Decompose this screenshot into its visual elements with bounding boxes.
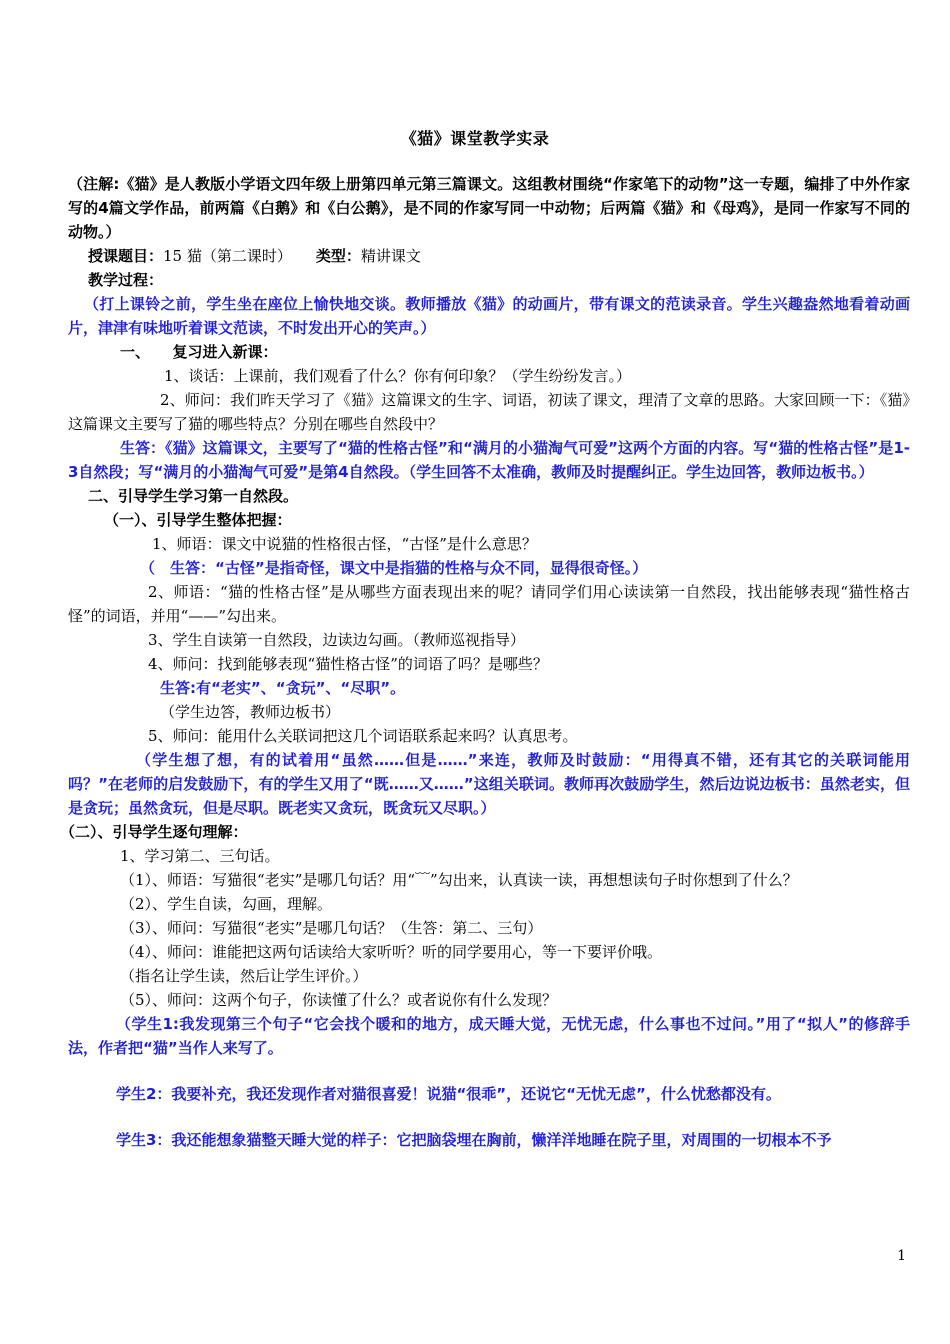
step-self-read: 3、学生自读第一自然段，边读边勾画。（教师巡视指导） bbox=[148, 631, 526, 649]
process-heading: 教学过程： bbox=[88, 271, 164, 289]
spacer bbox=[68, 1060, 910, 1082]
section-two-heading: 二、引导学生学习第一自然段。 bbox=[88, 487, 299, 505]
subsection-two-heading: （二）、引导学生逐句理解： bbox=[60, 823, 248, 841]
student-1-answer: （学生1:我发现第三个句子“它会找个暖和的地方，成天睡大觉，无忧无虑，什么事也不过问。”用了“拟人”的修辞手法，作者把“猫”当作人来写了。 bbox=[68, 1015, 910, 1057]
substep-1: （1）、师语：写猫很“老实”是哪几句话？用“﹋”勾出来，认真读一读，再想想读句子时你想到了什么？ bbox=[120, 871, 798, 889]
document-body bbox=[60, 172, 910, 1152]
teacher-question-1: 1、师语：课文中说猫的性格很古怪，“古怪”是什么意思？ bbox=[152, 535, 537, 553]
intro-scene-paragraph: （打上课铃之前，学生坐在座位上愉快地交谈。教师播放《猫》的动画片，带有课文的范读录音。学生兴趣盎然地看着动画片，津津有味地听着课文范读，不时发出开心的笑声。） bbox=[68, 295, 910, 337]
student-answer-2: （ 生答：“古怪”是指奇怪，课文中是指猫的性格与众不同，显得很奇怪。） bbox=[140, 559, 648, 577]
student-answer-3: 生答:有“老实”、“贪玩”、“尽职”。 bbox=[160, 679, 406, 697]
section-one-heading: 一、 复习进入新课： bbox=[120, 343, 278, 361]
student-2-answer: 学生2：我要补充，我还发现作者对猫很喜爱！说猫“很乖”，还说它“无忧无虑”，什么忧愁都没有。 bbox=[116, 1085, 781, 1103]
teacher-question-4: 5、师问：能用什么关联词把这几个词语联系起来吗？认真思考。 bbox=[148, 727, 578, 745]
step-sentences: 1、学习第二、三句话。 bbox=[120, 847, 280, 865]
substep-note: （指名让学生读，然后让学生评价。） bbox=[120, 967, 368, 985]
lesson-type-value: 精讲课文 bbox=[360, 247, 421, 265]
student-3-answer: 学生3：我还能想象猫整天睡大觉的样子：它把脑袋埋在胸前，懒洋洋地睡在院子里，对周围的一切根本不予 bbox=[116, 1131, 832, 1149]
substep-2: （2）、学生自读，勾画，理解。 bbox=[120, 895, 333, 913]
step-talk: 1、谈话：上课前，我们观看了什么？你有何印象？（学生纷纷发言。） bbox=[164, 367, 632, 385]
substep-4: （4）、师问：谁能把这两句话读给大家听听？听的同学要用心，等一下要评价哦。 bbox=[120, 943, 663, 961]
lesson-topic-value: 15 猫（第二课时） bbox=[163, 247, 292, 265]
substep-3: （3）、师问：写猫很“老实”是哪几句话？（生答：第二、三句） bbox=[120, 919, 543, 937]
spacer bbox=[68, 1106, 910, 1128]
substep-5: （5）、师问：这两个句子，你读懂了什么？或者说你有什么发现？ bbox=[120, 991, 558, 1009]
step-review-question: 2、师问：我们昨天学习了《猫》这篇课文的生字、词语，初读了课文，理清了文章的思路。大家回顾一下：《猫》这篇课文主要写了猫的哪些特点？分别在哪些自然段中？ bbox=[68, 391, 910, 433]
student-discussion: （学生想了想，有的试着用“虽然……但是……”来连，教师及时鼓励：“用得真不错，还有其它的关联词能用吗？”在老师的启发鼓励下，有的学生又用了“既……又……”这组关联词。教师再次鼓励学生，然后边说边板书：虽然老实，但是贪玩；虽然贪玩，但是尽职。既老实又贪玩，既贪玩又尽职。） bbox=[68, 751, 910, 817]
teacher-question-2: 2、师语：“猫的性格古怪”是从哪些方面表现出来的呢？请同学们用心读读第一自然段，找出能够表现“猫性格古怪”的词语，并用“——”勾出来。 bbox=[68, 583, 910, 625]
lesson-info-line bbox=[68, 244, 910, 268]
subsection-one-heading: （一）、引导学生整体把握： bbox=[104, 511, 292, 529]
note-paragraph: （注解:《猫》是人教版小学语文四年级上册第四单元第三篇课文。这组教材围绕“作家笔下的动物”这一专题，编排了中外作家写的4篇文学作品，前两篇《白鹅》和《白公鹅》，是不同的作家写同一中动物；后两篇《猫》和《母鸡》，是同一作家写不同的动物。） bbox=[68, 175, 910, 241]
board-note: （学生边答，教师边板书） bbox=[160, 703, 341, 721]
lesson-topic-label: 授课题目： bbox=[88, 247, 164, 265]
page-number: 1 bbox=[897, 1248, 906, 1264]
student-answer-1: 生答：《猫》这篇课文，主要写了“猫的性格古怪”和“满月的小猫淘气可爱”这两个方面的内容。写“猫的性格古怪”是1-3自然段；写“满月的小猫淘气可爱”是第4自然段。（学生回答不太准确，教师及时提醒纠正。学生边回答，教师边板书。） bbox=[68, 439, 910, 481]
document-title: 《猫》课堂教学实录 bbox=[400, 129, 550, 148]
teacher-question-3: 4、师问：找到能够表现“猫性格古怪”的词语了吗？是哪些？ bbox=[148, 655, 548, 673]
lesson-type-label: 类型： bbox=[315, 247, 361, 265]
